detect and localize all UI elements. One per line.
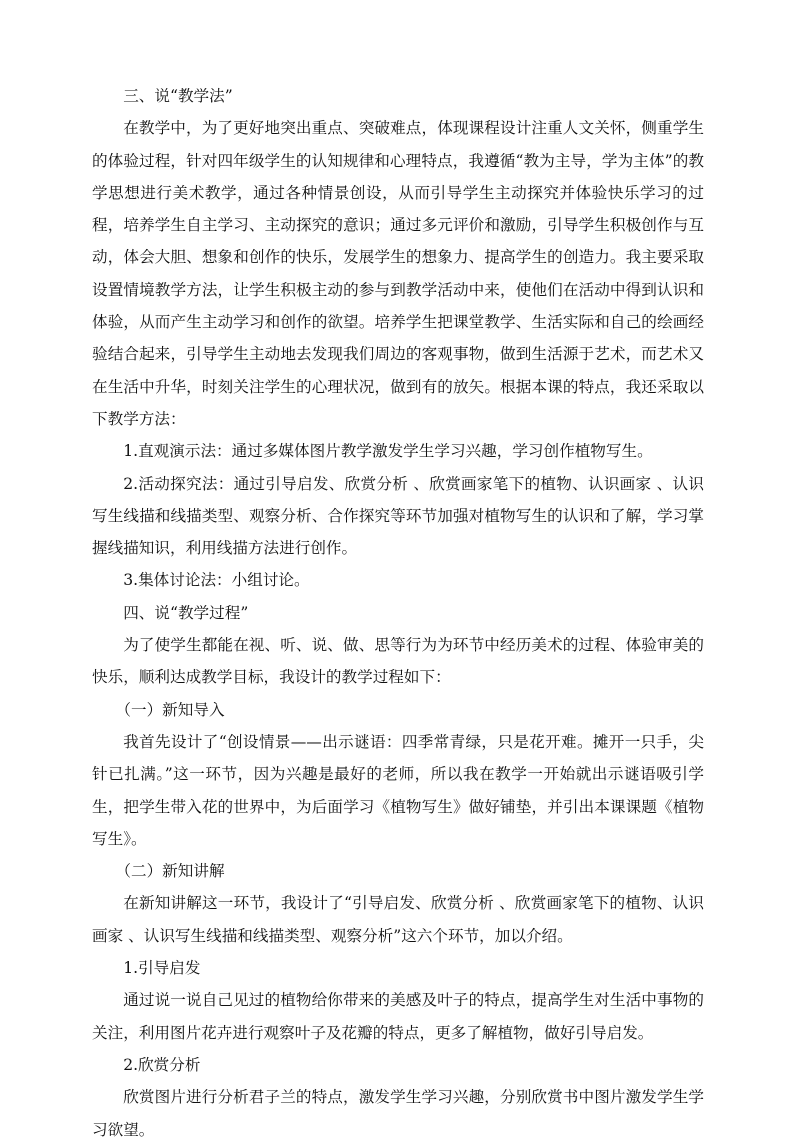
body-paragraph: 通过说一说自己见过的植物给你带来的美感及叶子的特点，提高学生对生活中事物的关注，利用图片花卉进行观察叶子及花瓣的特点，更多了解植物，做好引导启发。 [92, 991, 704, 1042]
section-heading-teaching-methods: 三、说“教学法” [123, 87, 233, 105]
body-paragraph: 在教学中，为了更好地突出重点、突破难点，体现课程设计注重人文关怀，侧重学生的体验过程，针对四年级学生的认知规律和心理特点，我遵循“教为主导，学为主体”的教学思想进行美术教学，通过各种情景创设，从而引导学生主动探究并体验快乐学习的过程，培养学生自主学习、主动探究的意识；通过多元评价和激励，引导学生积极创作与互动，体会大胆、想象和创作的快乐，发展学生的想象力、提高学生的创造力。我主要采取设置情境教学方法，让学生积极主动的参与到教学活动中来，使他们在活动中得到认识和体验，从而产生主动学习和创作的欲望。培养学生把课堂教学、生活实际和自己的绘画经验结合起来，引导学生主动地去发现我们周边的客观事物，做到生活源于艺术，而艺术又在生活中升华，时刻关注学生的心理状况，做到有的放矢。根据本课的特点，我还采取以下教学方法： [92, 119, 704, 428]
list-item-method-1: 1.直观演示法：通过多媒体图片教学激发学生学习兴趣，学习创作植物写生。 [123, 442, 653, 461]
subheading-new-knowledge-explain: （二）新知讲解 [115, 862, 225, 881]
document-page [92, 80, 704, 1146]
list-item-step-1: 1.引导启发 [123, 959, 201, 978]
section-heading-teaching-process: 四、说“教学过程” [123, 603, 249, 622]
list-item-step-2: 2.欣赏分析 [123, 1055, 201, 1074]
subheading-new-knowledge-intro: （一）新知导入 [115, 700, 225, 719]
body-paragraph: 欣赏图片进行分析君子兰的特点，激发学生学习兴趣，分别欣赏书中图片激发学生学习欲望。 [92, 1088, 704, 1139]
list-item-method-2: 2.活动探究法：通过引导启发、欣赏分析 、欣赏画家笔下的植物、认识画家 、认识写生线描和线描类型、观察分析、合作探究等环节加强对植物写生的认识和了解，学习掌握线描知识，利用线描方法进行创作。 [92, 474, 704, 558]
list-item-method-3: 3.集体讨论法：小组讨论。 [123, 571, 310, 590]
body-paragraph: 我首先设计了“创设情景——出示谜语：四季常青绿，只是花开难。摊开一只手，尖针已扎满。”这一环节，因为兴趣是最好的老师，所以我在教学一开始就出示谜语吸引学生，把学生带入花的世界中，为后面学习《植物写生》做好铺垫，并引出本课课题《植物写生》。 [92, 732, 704, 848]
body-paragraph: 为了使学生都能在视、听、说、做、思等行为为环节中经历美术的过程、体验审美的快乐，顺利达成教学目标，我设计的教学过程如下： [92, 636, 704, 687]
body-paragraph: 在新知讲解这一环节，我设计了“引导启发、欣赏分析 、欣赏画家笔下的植物、认识画家 、认识写生线描和线描类型、观察分析”这六个环节，加以介绍。 [92, 894, 704, 945]
